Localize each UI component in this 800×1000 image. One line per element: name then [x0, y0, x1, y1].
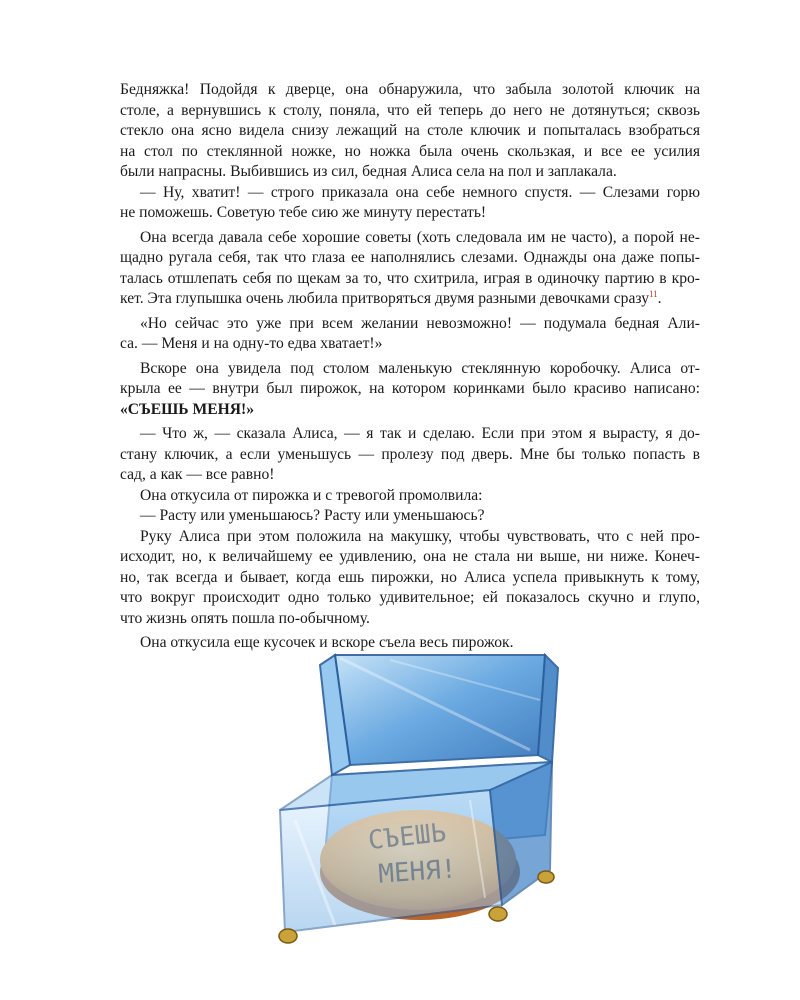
box-body: [280, 762, 552, 932]
text-line: Бедняжка! Подойдя к дверце, она обнаружила, что забыла золотой ключик на: [120, 81, 700, 98]
text-line: Вскоре она увидела под столом маленькую стеклянную коробочку. Алиса от-: [140, 359, 700, 377]
text-line-footnoted: [120, 289, 700, 310]
text-line: са. — Меня и на одну-то едва хватает!»: [120, 335, 383, 352]
text-line: «Но сейчас это уже при всем желании невозможно! — подумала бедная Али-: [140, 314, 700, 332]
text-line: крыла ее — внутри был пирожок, на котором коринками было красиво написано:: [120, 380, 700, 397]
text-line: столе, а вернувшись к столу, поняла, что ей теперь до него не дотянуться; сквозь: [120, 101, 700, 119]
text-line: были напрасны. Выбившись из сил, бедная Алиса села на пол и заплакала.: [120, 163, 617, 180]
text-line-content: кет. Эта глупышка очень любила притворяться двумя разными девочками сразу: [120, 290, 649, 307]
text-line: Руку Алиса при этом положила на макушку, чтобы чувствовать, что с ней про-: [140, 527, 700, 545]
body-text: [120, 80, 700, 654]
text-line: Она откусила еще кусочек и вскоре съела весь пирожок.: [140, 634, 514, 651]
text-line: талась отшлепать себя по щекам за то, что схитрила, играя в одиночку партию в кро-: [120, 269, 700, 287]
text-line: сад, а как — все равно!: [120, 466, 275, 483]
glass-box-illustration: [240, 640, 570, 950]
text-line: — Ну, хватит! — строго приказала она себе немного спустя. — Слезами горю: [140, 183, 700, 201]
footnote-marker[interactable]: 11: [649, 289, 658, 299]
text-line: Она всегда давала себе хорошие советы (хоть следовала им не часто), а порой не-: [140, 228, 700, 246]
text-line: на стол по стеклянной ножке, но ножка была очень скользкая, и все ее усилия: [120, 142, 700, 160]
text-line: но, так всегда и бывает, когда ешь пирожки, но Алиса успела привыкнуть к тому,: [120, 568, 700, 586]
text-line: щадно ругала себя, так что глаза ее наполнялись слезами. Однажды она даже попы-: [120, 249, 700, 266]
text-line: — Что ж, — сказала Алиса, — я так и сделаю. Если при этом я вырасту, я до-: [140, 425, 700, 442]
text-line-inscription: «СЪЕШЬ МЕНЯ!»: [120, 400, 255, 418]
text-line-tail: .: [657, 290, 662, 307]
text-line: стану ключик, а если уменьшусь — пролезу под дверь. Мне бы только попасть в: [120, 445, 700, 463]
text-line: — Расту или уменьшаюсь? Расту или уменьшаюсь?: [140, 507, 485, 524]
text-line: стекло она ясно видела снизу лежащий на столе ключик и попыталась взобраться: [120, 122, 700, 139]
text-line: что жизнь опять пошла по-обычному.: [120, 609, 370, 627]
text-line: не поможешь. Советую тебе сию же минуту перестать!: [120, 204, 487, 221]
text-line: исходит, но, к величайшему ее удивлению, она не стала ни выше, ни ниже. Конеч-: [120, 548, 700, 565]
text-line: что вокруг происходит одно только удивительное; ей показалось скучно и глупо,: [120, 589, 700, 606]
box-lid: [320, 655, 558, 775]
text-line: Она откусила от пирожка и с тревогой промолвила:: [140, 486, 483, 504]
